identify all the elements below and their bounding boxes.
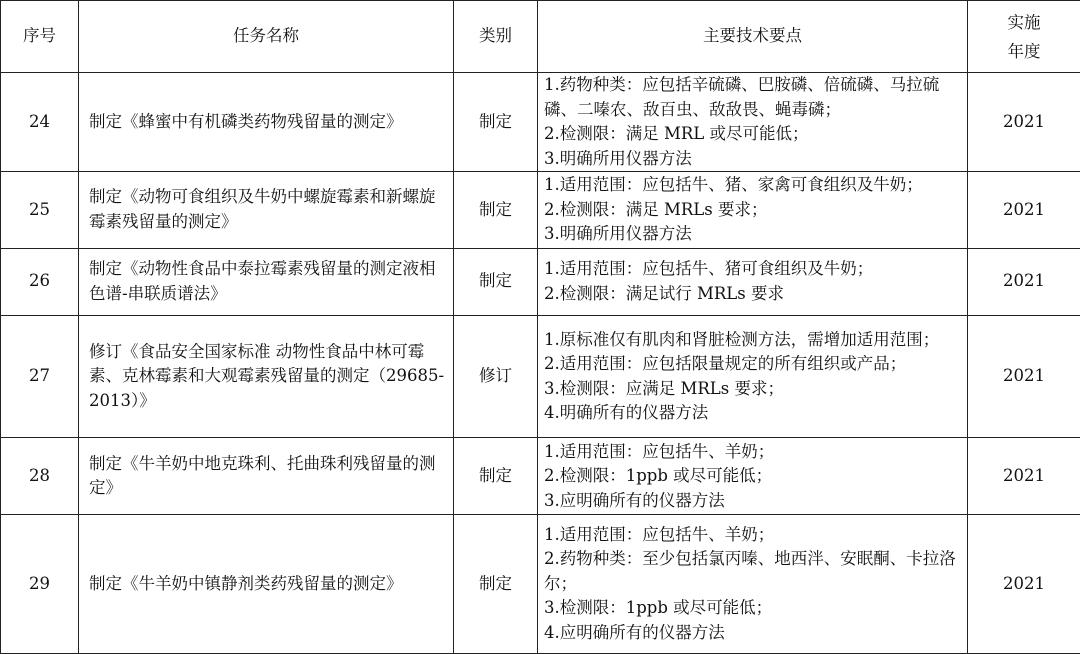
tech-point-item: 4.明确所有的仪器方法 (544, 403, 709, 422)
tech-point-item: 2.检测限：满足 MRL 或尽可能低； (544, 124, 809, 144)
tech-point-item: 4.应明确所有的仪器方法 (544, 622, 725, 642)
tech-points (538, 73, 968, 172)
header-year (968, 1, 1080, 73)
row-number: 29 (1, 515, 79, 654)
tech-point-item: 2.检测限：满足试行 MRLs 要求 (544, 283, 784, 303)
tech-point-item: 3.检测限：1ppb 或尽可能低； (544, 598, 773, 618)
implementation-year: 2021 (968, 172, 1080, 248)
tech-point-item: 1.适用范围：应包括牛、羊奶； (544, 441, 775, 461)
tech-point-item: 2.适用范围：应包括限量规定的所有组织或产品； (544, 354, 907, 373)
tech-points (538, 315, 968, 437)
task-name: 制定《牛羊奶中地克珠利、托曲珠利残留量的测定》 (79, 438, 454, 515)
tech-point-item: 3.明确所用仪器方法 (544, 148, 692, 168)
header-year-line2: 年度 (1007, 41, 1041, 61)
implementation-year: 2021 (968, 248, 1080, 315)
task-type: 制定 (454, 73, 538, 172)
table-row (1, 438, 1080, 515)
header-type: 类别 (454, 1, 538, 73)
tech-points (538, 172, 968, 248)
tech-point-item: 3.应明确所有的仪器方法 (544, 490, 725, 510)
table-row (1, 515, 1080, 654)
header-task-name: 任务名称 (79, 1, 454, 73)
table-row (1, 172, 1080, 248)
task-name: 制定《蜂蜜中有机磷类药物残留量的测定》 (79, 73, 454, 172)
task-name: 制定《动物性食品中泰拉霉素残留量的测定液相色谱-串联质谱法》 (79, 248, 454, 315)
table-row (1, 248, 1080, 315)
tech-points (538, 515, 968, 654)
task-type: 修订 (454, 315, 538, 437)
implementation-year: 2021 (968, 315, 1080, 437)
row-number: 27 (1, 315, 79, 437)
tech-point-item: 1.适用范围：应包括牛、猪、家禽可食组织及牛奶； (544, 175, 923, 195)
row-number: 25 (1, 172, 79, 248)
task-type: 制定 (454, 172, 538, 248)
header-year-line1: 实施 (1007, 12, 1041, 32)
task-type: 制定 (454, 438, 538, 515)
tech-point-item: 2.检测限：1ppb 或尽可能低； (544, 466, 773, 486)
header-tech-points: 主要技术要点 (538, 1, 968, 73)
task-type: 制定 (454, 248, 538, 315)
tech-points (538, 248, 968, 315)
tech-point-item: 2.药物种类：至少包括氯丙嗪、地西泮、安眠酮、卡拉洛尔； (544, 549, 956, 593)
table-body (1, 73, 1080, 654)
tech-point-item: 3.检测限：应满足 MRLs 要求； (544, 378, 784, 398)
tech-point-item: 1.适用范围：应包括牛、猪可食组织及牛奶； (544, 259, 874, 279)
task-name: 制定《动物可食组织及牛奶中螺旋霉素和新螺旋霉素残留量的测定》 (79, 172, 454, 248)
row-number: 26 (1, 248, 79, 315)
implementation-year: 2021 (968, 73, 1080, 172)
table-row (1, 73, 1080, 172)
row-number: 28 (1, 438, 79, 515)
tech-point-item: 1.适用范围：应包括牛、羊奶； (544, 524, 775, 544)
tech-point-item: 2.检测限：满足 MRLs 要求； (544, 199, 768, 219)
tech-point-item: 3.明确所用仪器方法 (544, 224, 692, 244)
header-no: 序号 (1, 1, 79, 73)
tech-points (538, 438, 968, 515)
implementation-year: 2021 (968, 438, 1080, 515)
header-row (1, 1, 1080, 73)
row-number: 24 (1, 73, 79, 172)
tech-point-item: 1.原标准仅有肌肉和肾脏检测方法，需增加适用范围； (544, 329, 940, 349)
table-row (1, 315, 1080, 437)
task-name: 修订《食品安全国家标准 动物性食品中林可霉素、克林霉素和大观霉素残留量的测定（29685-2013）》 (79, 315, 454, 437)
tech-point-item: 1.药物种类：应包括辛硫磷、巴胺磷、倍硫磷、马拉硫磷、二嗪农、敌百虫、敌敌畏、蝇毒磷； (544, 75, 940, 119)
implementation-year: 2021 (968, 515, 1080, 654)
task-name: 制定《牛羊奶中镇静剂类药残留量的测定》 (79, 515, 454, 654)
task-type: 制定 (454, 515, 538, 654)
